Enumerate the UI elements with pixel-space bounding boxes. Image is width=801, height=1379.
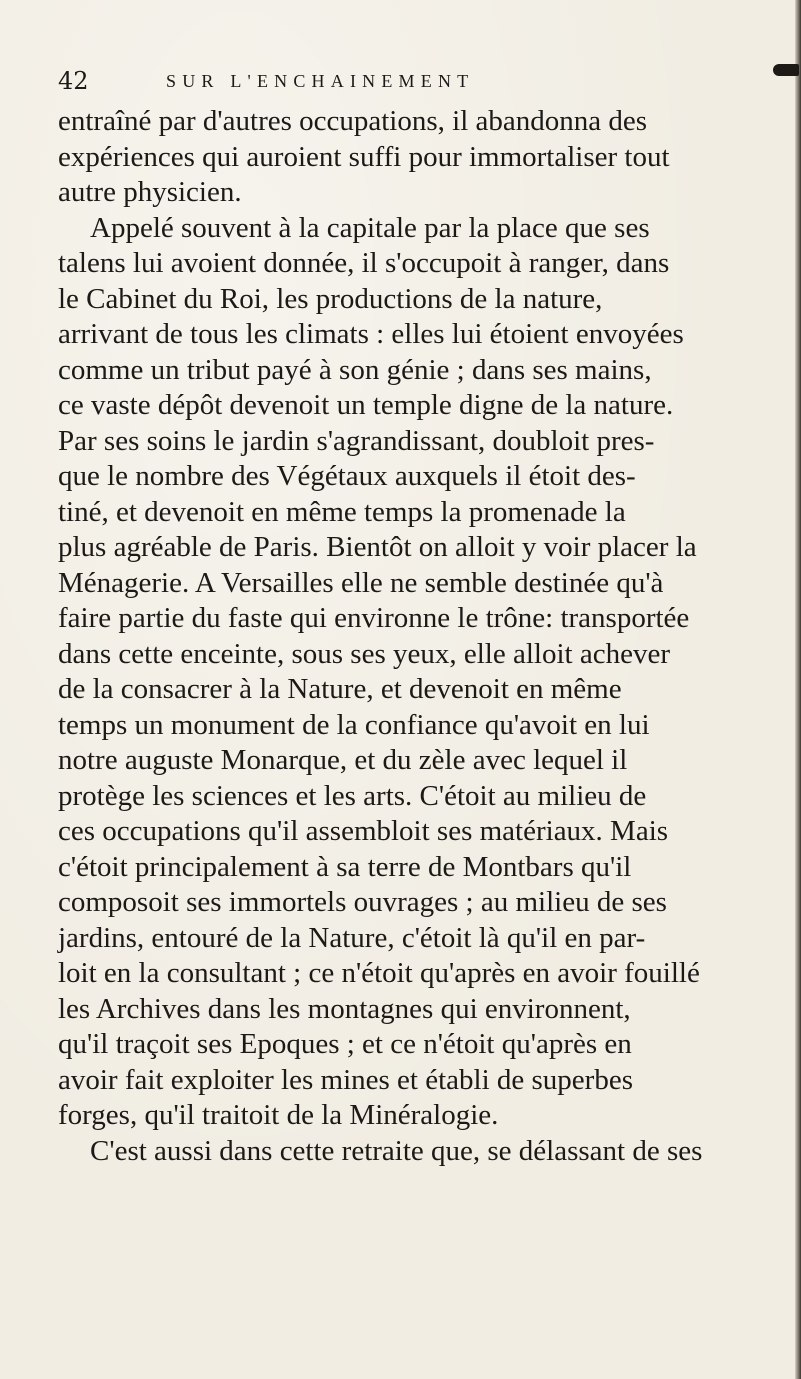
text-line: talens lui avoient donnée, il s'occupoit à ranger, dans (58, 247, 670, 279)
running-title: SUR L'ENCHAINEMENT (166, 71, 475, 91)
text-line: expériences qui auroient suffi pour immortaliser tout (58, 140, 670, 173)
text-line: entraîné par d'autres occupations, il abandonna des (58, 105, 648, 137)
text-line: forges, qu'il traitoit de la Minéralogie. (58, 1099, 499, 1131)
text-line: loit en la consultant ; ce n'étoit qu'après en avoir fouillé (58, 957, 700, 989)
page-header (58, 66, 748, 96)
text-line: qu'il traçoit ses Epoques ; et ce n'étoit qu'après en (58, 1028, 632, 1060)
text-line: ces occupations qu'il assembloit ses matériaux. Mais (58, 815, 669, 847)
text-line: protège les sciences et les arts. C'étoit au milieu de (58, 779, 647, 812)
text-line: C'est aussi dans cette retraite que, se délassant de ses (90, 1134, 703, 1167)
text-line: Par ses soins le jardin s'agrandissant, doubloit pres- (58, 424, 655, 457)
text-line: temps un monument de la confiance qu'avoit en lui (58, 708, 650, 741)
page-edge-shadow (795, 0, 801, 1379)
text-line: Ménagerie. A Versailles elle ne semble destinée qu'à (58, 566, 664, 599)
text-line: autre physicien. (58, 176, 242, 208)
text-line: tiné, et devenoit en même temps la promenade la (58, 495, 626, 528)
page-number: 42 (58, 67, 89, 95)
text-line: que le nombre des Végétaux auxquels il étoit des- (58, 460, 636, 492)
text-line: arrivant de tous les climats : elles lui étoient envoyées (58, 318, 684, 350)
text-line: plus agréable de Paris. Bientôt on alloit y voir placer la (58, 531, 697, 563)
text-line: faire partie du faste qui environne le trône: transportée (58, 602, 690, 634)
text-line: jardins, entouré de la Nature, c'étoit là qu'il en par- (58, 921, 646, 954)
text-line: notre auguste Monarque, et du zèle avec lequel il (58, 744, 628, 776)
text-line: Appelé souvent à la capitale par la place que ses (90, 211, 650, 244)
text-line: composoit ses immortels ouvrages ; au milieu de ses (58, 886, 667, 918)
text-line: dans cette enceinte, sous ses yeux, elle alloit achever (58, 637, 670, 670)
text-line: le Cabinet du Roi, les productions de la nature, (58, 282, 603, 315)
text-line: ce vaste dépôt devenoit un temple digne de la nature. (58, 389, 674, 421)
text-line: comme un tribut payé à son génie ; dans ses mains, (58, 353, 652, 386)
text-line: de la consacrer à la Nature, et devenoit en même (58, 673, 622, 705)
text-line: les Archives dans les montagnes qui environnent, (58, 992, 631, 1025)
text-line: avoir fait exploiter les mines et établi de superbes (58, 1063, 633, 1096)
text-line: c'étoit principalement à sa terre de Montbars qu'il (58, 850, 632, 883)
body-text (58, 104, 788, 1169)
edge-ink-mark (773, 64, 799, 76)
